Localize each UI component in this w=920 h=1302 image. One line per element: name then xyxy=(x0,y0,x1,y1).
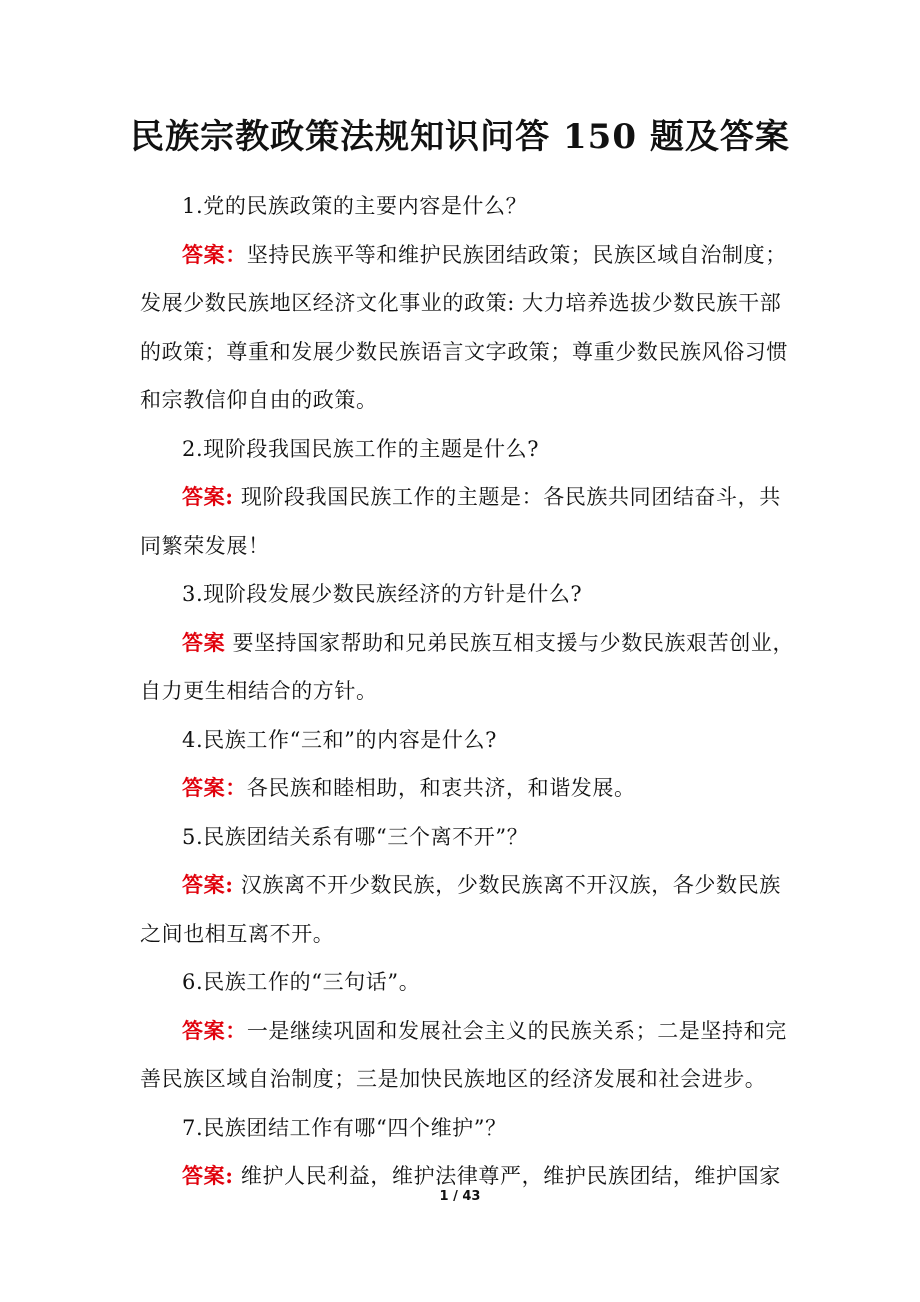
answer-label: 答案: xyxy=(182,872,234,897)
answer-1-line-2: 发展少数民族地区经济文化事业的政策: 大力培养选拔少数民族干部 xyxy=(140,291,782,315)
answer-6-line-1 xyxy=(140,1007,785,1056)
answer-text: 坚持民族平等和维护民族团结政策；民族区域自治制度； xyxy=(246,242,787,267)
answer-text: 现阶段我国民族工作的主题是：各民族共同团结奋斗，共 xyxy=(233,485,781,509)
question-3: 3.现阶段发展少数民族经济的方针是什么? xyxy=(182,582,583,606)
question-4: 4.民族工作“三和”的内容是什么? xyxy=(182,727,497,752)
question-1: 1.党的民族政策的主要内容是什么？ xyxy=(182,194,528,218)
answer-2-line-2: 同繁荣发展！ xyxy=(140,533,270,558)
document-title: 民族宗教政策法规知识问答 150 题及答案 xyxy=(130,117,790,157)
question-5: 5.民族团结关系有哪“三个离不开”？ xyxy=(182,824,529,849)
question-2: 2.现阶段我国民族工作的主题是什么? xyxy=(182,436,540,461)
answer-label: 答案： xyxy=(182,1017,247,1043)
answer-label: 答案: xyxy=(182,1163,234,1188)
answer-label: 答案: xyxy=(182,484,234,509)
answer-label: 答案 xyxy=(182,629,226,655)
answer-6-line-2: 善民族区域自治制度；三是加快民族地区的经济发展和社会进步。 xyxy=(140,1067,767,1091)
answer-text: 要坚持国家帮助和兄弟民族互相支援与少数民族艰苦创业， xyxy=(225,630,795,655)
answer-text: 维护人民利益，维护法律尊严，维护民族团结，维护国家 xyxy=(233,1164,781,1188)
answer-1-line-1 xyxy=(140,231,785,280)
answer-4-line-1 xyxy=(140,764,785,813)
answer-label: 答案： xyxy=(182,241,247,267)
question-7: 7.民族团结工作有哪“四个维护”？ xyxy=(182,1115,507,1140)
answer-1-line-3: 的政策；尊重和发展少数民族语言文字政策；尊重少数民族风俗习惯 xyxy=(140,339,788,364)
answer-3-line-1 xyxy=(140,619,795,668)
answer-text: 一是继续巩固和发展社会主义的民族关系；二是坚持和完 xyxy=(246,1018,787,1043)
page-number: 1 / 43 xyxy=(439,1189,481,1204)
answer-5-line-1 xyxy=(140,861,785,910)
answer-text: 各民族和睦相助，和衷共济，和谐发展。 xyxy=(246,776,636,800)
answer-5-line-2: 之间也相互离不开。 xyxy=(140,921,335,946)
answer-label: 答案： xyxy=(182,775,247,800)
question-6: 6.民族工作的“三句话”。 xyxy=(182,970,421,994)
answer-2-line-1 xyxy=(140,473,785,522)
answer-1-line-4: 和宗教信仰自由的政策。 xyxy=(140,388,378,412)
answer-text: 汉族离不开少数民族，少数民族离不开汉族，各少数民族 xyxy=(233,873,781,897)
answer-3-line-2: 自力更生相结合的方针。 xyxy=(140,679,378,703)
qa-list xyxy=(140,182,795,1201)
